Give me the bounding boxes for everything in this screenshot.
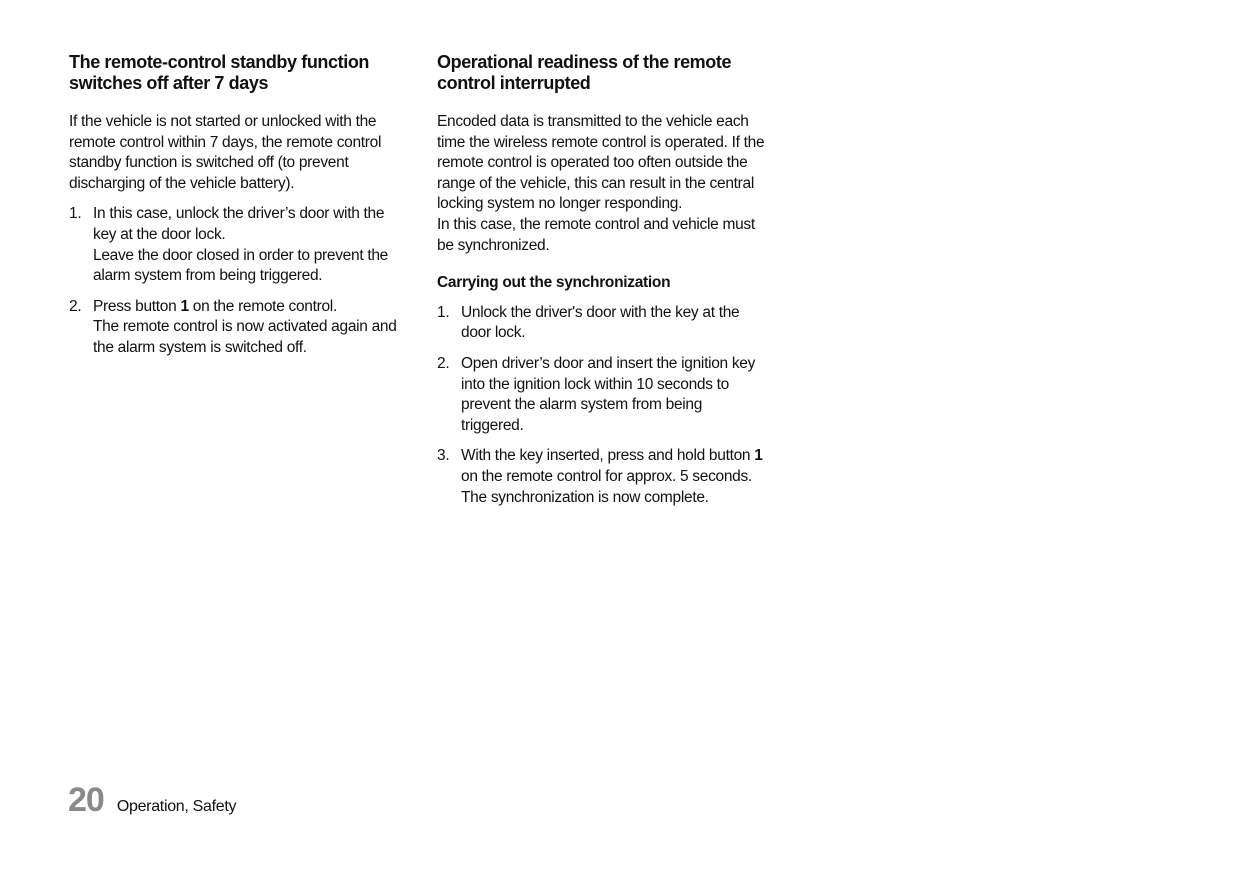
step-text-after: on the remote control for approx. 5 seconds. — [461, 467, 752, 485]
step-text-after: on the remote control. — [188, 297, 337, 315]
step-number: 2. — [69, 297, 82, 315]
button-reference: 1 — [754, 447, 763, 465]
step-number: 1. — [437, 303, 450, 321]
readiness-interrupted-heading: Operational readiness of the remote control interrupted — [437, 52, 732, 93]
standby-intro-paragraph: If the vehicle is not started or unlocked with the remote control within 7 days, the remote control standby function is switched off (to prevent discharging of the vehicle battery). — [69, 113, 382, 192]
step-text: Open driver’s door and insert the ignition key into the ignition lock within 10 seconds to prevent the alarm system from being triggered. — [461, 354, 756, 434]
step-text-before: Press button — [93, 297, 181, 315]
step-number: 3. — [437, 447, 450, 465]
page-number: 20 — [68, 781, 104, 819]
synchronization-subheading: Carrying out the synchronization — [437, 274, 671, 292]
standby-function-heading: The remote-control standby function switches off after 7 days — [69, 52, 370, 93]
step-note: The synchronization is now complete. — [461, 488, 709, 506]
right-column — [437, 52, 782, 518]
section-name: Operation, Safety — [116, 798, 237, 815]
page-footer — [68, 781, 236, 821]
readiness-intro-paragraph: Encoded data is transmitted to the vehicle each time the wireless remote control is operated. If the remote control is operated too often outside the range of the vehicle, this can result in the central locking system no longer responding. In this case, the remote control and vehicle must be synchronized. — [437, 113, 765, 254]
standby-steps-list — [69, 204, 414, 358]
synchronization-steps-list — [437, 303, 782, 508]
step-text — [93, 298, 337, 315]
list-item — [437, 446, 782, 508]
list-item — [69, 297, 414, 359]
left-column — [69, 52, 414, 369]
step-text — [461, 447, 763, 485]
step-number: 2. — [437, 354, 450, 372]
step-number: 1. — [69, 205, 82, 223]
button-reference: 1 — [180, 297, 189, 315]
step-text: In this case, unlock the driver’s door with the key at the door lock. — [93, 205, 385, 243]
step-text: Unlock the driver's door with the key at the door lock. — [461, 303, 740, 342]
step-note: The remote control is now activated again and the alarm system is switched off. — [93, 318, 397, 356]
list-item — [437, 303, 782, 344]
list-item — [69, 204, 414, 286]
step-text-before: With the key inserted, press and hold button — [461, 447, 755, 465]
list-item — [437, 354, 782, 436]
step-note: Leave the door closed in order to prevent the alarm system from being triggered. — [93, 246, 388, 285]
